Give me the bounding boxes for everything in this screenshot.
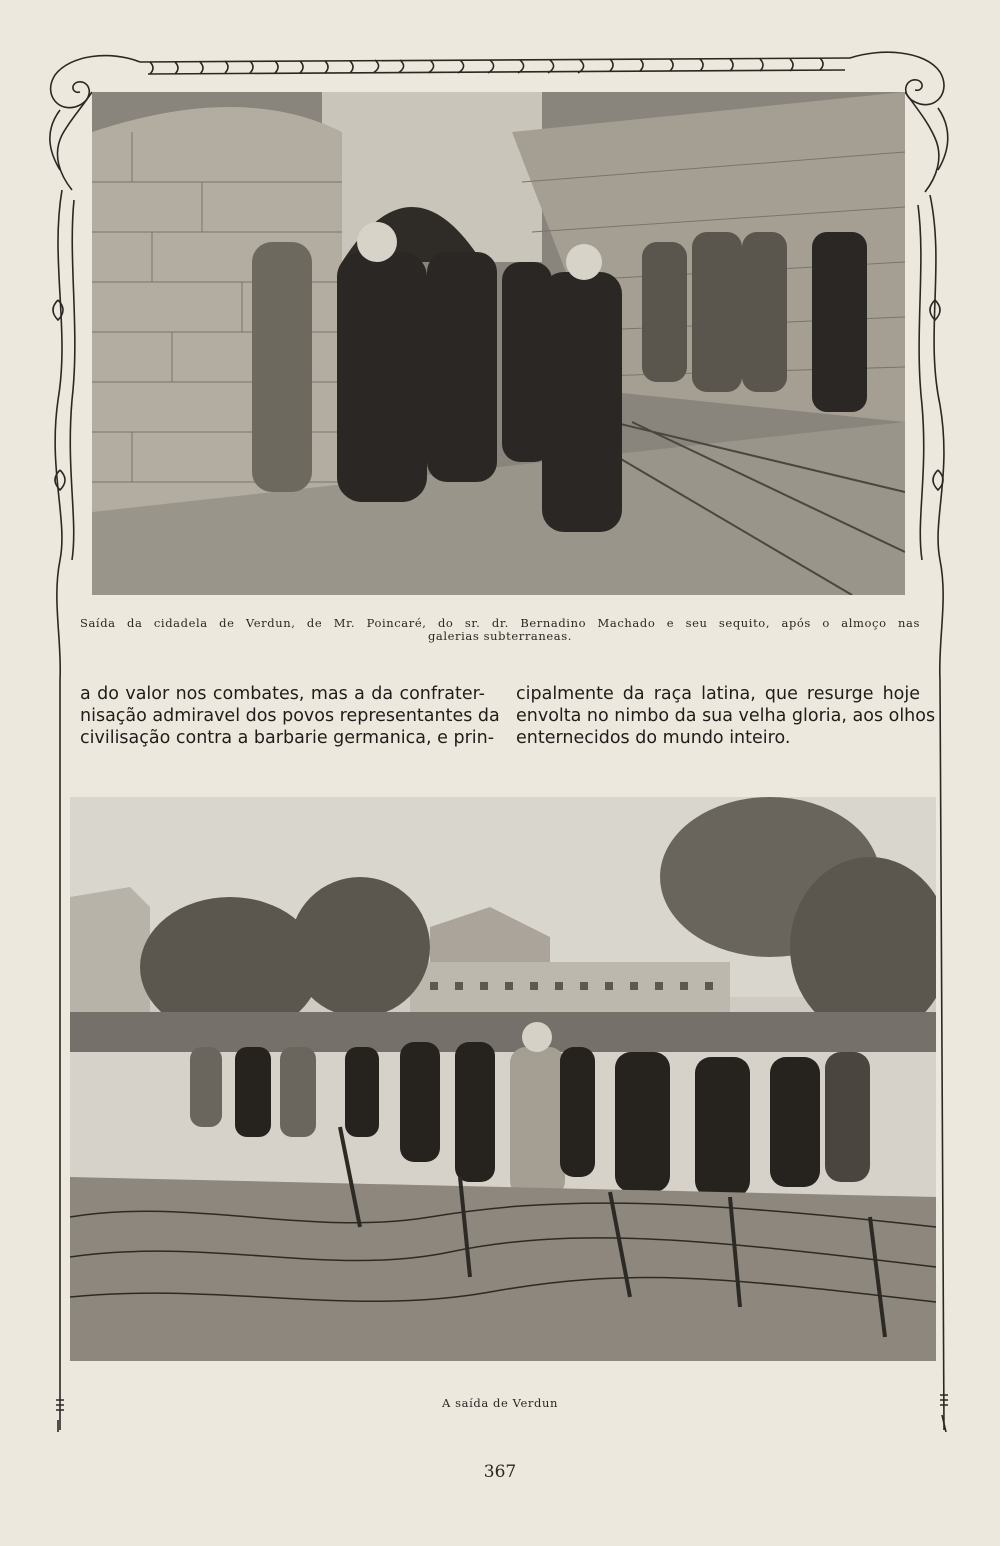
text-column-left <box>80 683 500 749</box>
text-line: cipalmente da raça latina, que resurge hoje <box>516 684 920 704</box>
caption-line-2: galerias subterraneas. <box>427 629 573 643</box>
text-line: envolta no nimbo da sua velha gloria, aos olhos <box>516 706 936 726</box>
text-column-right <box>516 683 936 749</box>
photo-leaving-verdun <box>70 797 936 1361</box>
text-line: a do valor nos combates, mas a da confrater- <box>80 684 485 704</box>
top-photo-caption <box>80 617 920 643</box>
page-number: 367 <box>483 1462 517 1482</box>
text-line: civilisação contra a barbarie germanica, e prin- <box>80 728 495 748</box>
caption-line-1: Saída da cidadela de Verdun, de Mr. Poincaré, do sr. dr. Bernadino Machado e seu sequito, após o almoço nas <box>80 616 920 630</box>
text-line: nisação admiravel dos povos representantes da <box>80 706 500 726</box>
photo-citadel-exit <box>92 92 905 595</box>
text-line: enternecidos do mundo inteiro. <box>516 728 791 748</box>
bottom-photo-caption: A saída de Verdun <box>441 1396 559 1410</box>
